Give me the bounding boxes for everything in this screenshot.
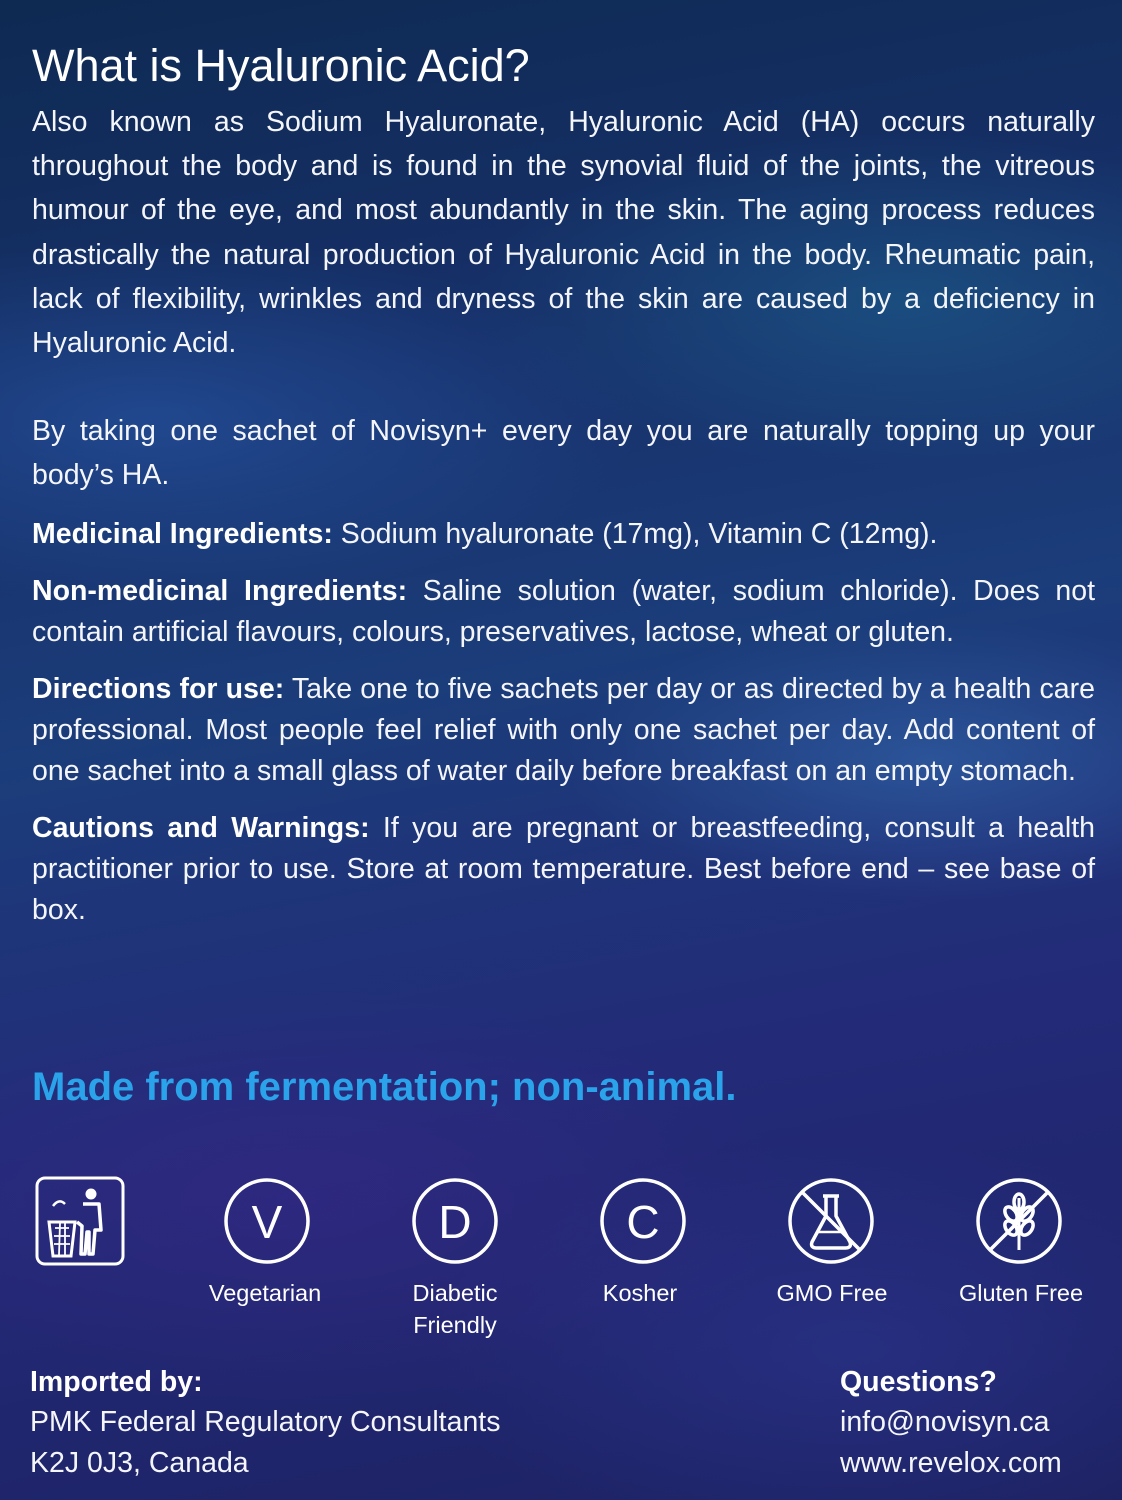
gluten-free-icon bbox=[974, 1176, 1064, 1266]
medicinal-label: Medicinal Ingredients: bbox=[32, 517, 333, 550]
cautions-label: Cautions and Warnings: bbox=[32, 811, 370, 844]
medicinal-text: Sodium hyaluronate (17mg), Vitamin C (12mg). bbox=[332, 517, 938, 550]
directions-for-use bbox=[32, 669, 1095, 792]
importer-address: K2J 0J3, Canada bbox=[30, 1447, 249, 1479]
contact-website[interactable]: www.revelox.com bbox=[840, 1447, 1062, 1479]
contact-block bbox=[840, 1362, 1062, 1484]
kosher-letter: C bbox=[626, 1196, 660, 1248]
contact-email[interactable]: info@novisyn.ca bbox=[840, 1406, 1050, 1438]
contact-title: Questions? bbox=[840, 1366, 997, 1398]
cautions-text: If you are pregnant or breastfeeding, consult a health practitioner prior to use. Store at room temperature. Best before end – see base of box. bbox=[32, 811, 1095, 926]
importer-block bbox=[30, 1362, 500, 1484]
directions-text: Take one to five sachets per day or as directed by a health care professional. Most people feel relief with only one sachet per day. Add content of one sachet into a small glass of water daily before breakfast on an empty stomach. bbox=[32, 672, 1095, 787]
main-content bbox=[32, 40, 1095, 931]
non-medicinal-text: Saline solution (water, sodium chloride). Does not contain artificial flavours, colours, preservatives, lactose, wheat or gluten. bbox=[32, 574, 1095, 648]
vegetarian-icon bbox=[222, 1176, 312, 1266]
non-medicinal-ingredients bbox=[32, 571, 1095, 653]
icon-row bbox=[0, 1172, 1122, 1342]
directions-label: Directions for use: bbox=[32, 672, 285, 705]
importer-title: Imported by: bbox=[30, 1366, 203, 1398]
diabetic-friendly-label bbox=[365, 1277, 545, 1341]
daily-paragraph: By taking one sachet of Novisyn+ every day you are naturally topping up your body’s HA. bbox=[32, 415, 1095, 492]
cautions-and-warnings bbox=[32, 808, 1095, 931]
non-medicinal-label: Non-medicinal Ingredients: bbox=[32, 574, 408, 607]
diabetic-letter: D bbox=[438, 1196, 472, 1248]
importer-name: PMK Federal Regulatory Consultants bbox=[30, 1406, 501, 1438]
tagline: Made from fermentation; non-animal. bbox=[32, 1065, 737, 1109]
vegetarian-label: Vegetarian bbox=[208, 1280, 322, 1306]
medicinal-ingredients bbox=[32, 514, 1095, 555]
page-title: What is Hyaluronic Acid? bbox=[32, 40, 530, 91]
kosher-label: Kosher bbox=[602, 1280, 678, 1306]
gmo-free-label: GMO Free bbox=[776, 1280, 888, 1306]
intro-paragraph: Also known as Sodium Hyaluronate, Hyaluronic Acid (HA) occurs naturally throughout the body and is found in the synovial fluid of the joints, the vitreous humour of the eye, and most abundantly in the skin. The aging process reduces drastically the natural production of Hyaluronic Acid in the body. Rheumatic pain, lack of flexibility, wrinkles and dryness of the skin are caused by a deficiency in Hyaluronic Acid. bbox=[32, 106, 1095, 360]
diabetic-label-line1: Diabetic bbox=[412, 1280, 498, 1306]
recycle-bin-icon bbox=[35, 1176, 125, 1266]
kosher-icon bbox=[598, 1176, 688, 1266]
diabetic-label-line2: Friendly bbox=[413, 1312, 497, 1338]
diabetic-friendly-icon bbox=[410, 1176, 500, 1266]
gluten-free-label: Gluten Free bbox=[958, 1280, 1084, 1306]
gmo-free-icon bbox=[786, 1176, 876, 1266]
vegetarian-letter: V bbox=[251, 1196, 283, 1248]
